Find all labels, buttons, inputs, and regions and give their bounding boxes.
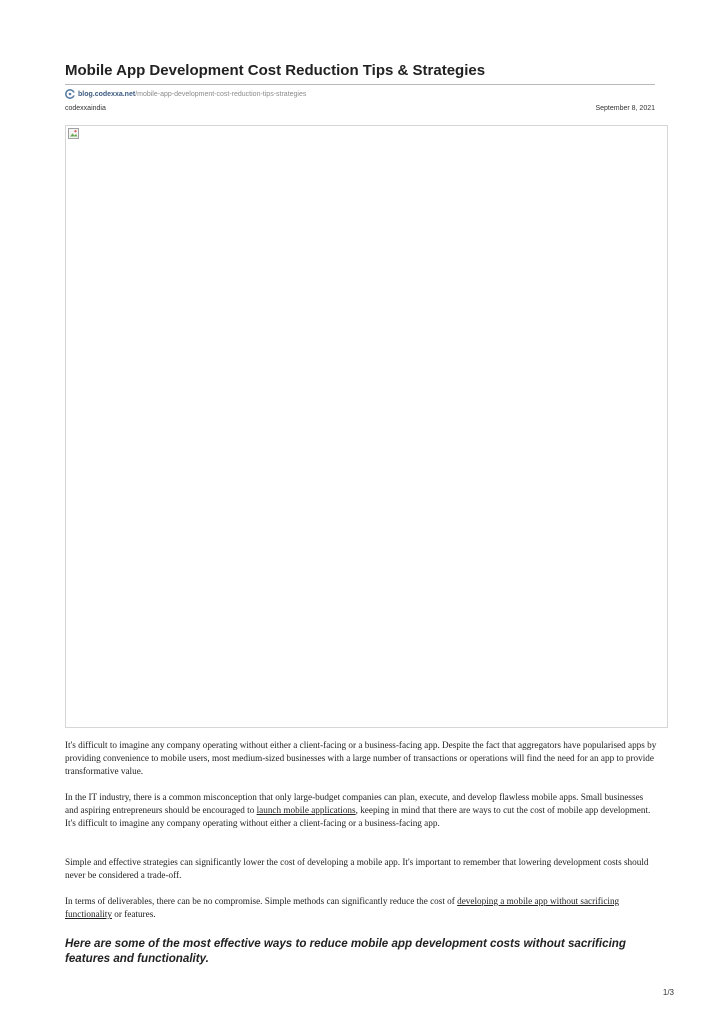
- source-path-link[interactable]: /mobile-app-development-cost-reduction-tips-strategies: [135, 90, 307, 98]
- paragraph-4-text-after: or features.: [111, 909, 156, 919]
- paragraph-3: Simple and effective strategies can significantly lower the cost of developing a mobile app. It's important to remember that lowering development costs should never be considered a trade-off.: [65, 857, 649, 880]
- publish-date: September 8, 2021: [595, 105, 655, 112]
- developing-mobile-app-link[interactable]: developing a mobile app without sacrificing functionality: [65, 896, 620, 919]
- author-name: codexxaindia: [65, 105, 106, 112]
- title-divider: [65, 84, 655, 85]
- paragraph-2-text-after: , keeping in mind that there are ways to cut the cost of mobile app development. It's difficult to imagine any company operating without either a client-facing or a business-facing app.: [65, 805, 651, 828]
- broken-image-icon: [68, 128, 79, 139]
- source-line: [65, 88, 306, 100]
- paragraph-4: [65, 895, 657, 921]
- paragraph-2-text-before: In the IT industry, there is a common misconception that only large-budget companies can plan, execute, and develop flawless mobile apps. Small businesses and aspiring entrepreneurs should be encouraged to: [65, 792, 644, 815]
- article-title: Mobile App Development Cost Reduction Tips & Strategies: [65, 62, 486, 79]
- paragraph-1: It's difficult to imagine any company operating without either a client-facing or a business-facing app. Despite the fact that aggregators have popularised apps by providing convenience to mobile users, most medium-sized businesses with a large number of transactions or operations will find the need for an app to provide transformative value.: [65, 740, 657, 776]
- site-logo-icon: [65, 89, 75, 99]
- hero-image-placeholder: [65, 125, 668, 728]
- paragraph-4-text-before: In terms of deliverables, there can be no compromise. Simple methods can significantly reduce the cost of: [65, 896, 458, 906]
- launch-mobile-applications-link[interactable]: launch mobile applications: [256, 805, 356, 815]
- source-domain-link[interactable]: blog.codexxa.net: [78, 90, 136, 98]
- paragraph-2: [65, 791, 657, 830]
- page-number: 1/3: [662, 988, 674, 997]
- section-subheading: Here are some of the most effective ways to reduce mobile app development costs without sacrificing features and functionality.: [65, 937, 626, 965]
